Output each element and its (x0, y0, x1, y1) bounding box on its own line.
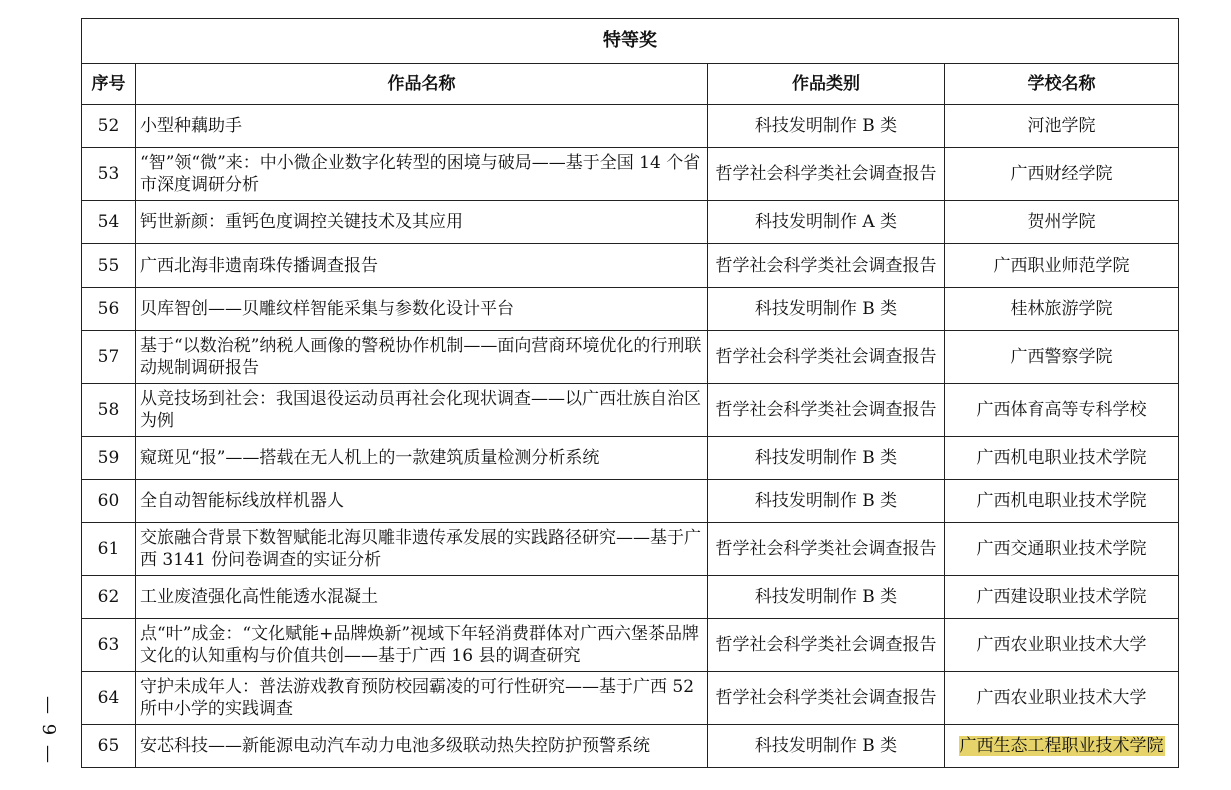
row-category: 科技发明制作 B 类 (708, 437, 945, 480)
award-table (81, 18, 1179, 768)
row-school: 广西农业职业技术大学 (945, 672, 1179, 725)
row-school: 贺州学院 (945, 201, 1179, 244)
row-name: 工业废渣强化高性能透水混凝土 (136, 576, 708, 619)
row-school: 桂林旅游学院 (945, 288, 1179, 331)
row-num: 53 (82, 148, 136, 201)
row-name: “智”领“微”来：中小微企业数字化转型的困境与破局——基于全国 14 个省市深度调研分析 (136, 148, 708, 201)
row-num: 59 (82, 437, 136, 480)
table-row (82, 619, 1179, 672)
row-num: 61 (82, 523, 136, 576)
table-row (82, 384, 1179, 437)
header-num: 序号 (82, 64, 136, 105)
row-category: 科技发明制作 B 类 (708, 576, 945, 619)
row-category: 哲学社会科学类社会调查报告 (708, 672, 945, 725)
table-row (82, 725, 1179, 768)
row-category: 科技发明制作 B 类 (708, 105, 945, 148)
row-name: 钙世新颜：重钙色度调控关键技术及其应用 (136, 201, 708, 244)
header-school: 学校名称 (945, 64, 1179, 105)
row-name: 全自动智能标线放样机器人 (136, 480, 708, 523)
row-num: 63 (82, 619, 136, 672)
row-school: 广西建设职业技术学院 (945, 576, 1179, 619)
row-num: 55 (82, 244, 136, 288)
row-name: 贝库智创——贝雕纹样智能采集与参数化设计平台 (136, 288, 708, 331)
row-name: 从竞技场到社会：我国退役运动员再社会化现状调查——以广西壮族自治区为例 (136, 384, 708, 437)
row-name: 小型种藕助手 (136, 105, 708, 148)
row-school: 广西机电职业技术学院 (945, 480, 1179, 523)
row-num: 56 (82, 288, 136, 331)
row-name: 守护未成年人：普法游戏教育预防校园霸凌的可行性研究——基于广西 52 所中小学的实践调查 (136, 672, 708, 725)
row-school: 广西财经学院 (945, 148, 1179, 201)
page-number-text: — 9 — (37, 695, 59, 765)
row-name: 窥斑见“报”——搭载在无人机上的一款建筑质量检测分析系统 (136, 437, 708, 480)
table-row (82, 523, 1179, 576)
page-number (28, 685, 68, 775)
table-title-row (82, 19, 1179, 64)
table-row (82, 437, 1179, 480)
row-school: 广西体育高等专科学校 (945, 384, 1179, 437)
row-category: 科技发明制作 B 类 (708, 288, 945, 331)
row-school: 广西农业职业技术大学 (945, 619, 1179, 672)
row-school: 河池学院 (945, 105, 1179, 148)
table-row (82, 148, 1179, 201)
row-name: 点“叶”成金：“文化赋能+品牌焕新”视域下年轻消费群体对广西六堡茶品牌文化的认知重构与价值共创——基于广西 16 县的调查研究 (136, 619, 708, 672)
row-category: 哲学社会科学类社会调查报告 (708, 148, 945, 201)
table-row (82, 672, 1179, 725)
row-category: 哲学社会科学类社会调查报告 (708, 523, 945, 576)
row-name: 安芯科技——新能源电动汽车动力电池多级联动热失控防护预警系统 (136, 725, 708, 768)
row-num: 52 (82, 105, 136, 148)
table-row (82, 288, 1179, 331)
row-name: 基于“以数治税”纳税人画像的警税协作机制——面向营商环境优化的行刑联动规制调研报告 (136, 331, 708, 384)
row-num: 60 (82, 480, 136, 523)
table-title: 特等奖 (82, 19, 1179, 64)
row-category: 科技发明制作 A 类 (708, 201, 945, 244)
row-num: 54 (82, 201, 136, 244)
row-school: 广西职业师范学院 (945, 244, 1179, 288)
table-row (82, 480, 1179, 523)
row-school (945, 725, 1179, 768)
table-header-row (82, 64, 1179, 105)
row-school: 广西机电职业技术学院 (945, 437, 1179, 480)
row-category: 哲学社会科学类社会调查报告 (708, 244, 945, 288)
table-row (82, 331, 1179, 384)
header-category: 作品类别 (708, 64, 945, 105)
header-name: 作品名称 (136, 64, 708, 105)
table-row (82, 244, 1179, 288)
row-num: 64 (82, 672, 136, 725)
table-row (82, 576, 1179, 619)
row-category: 科技发明制作 B 类 (708, 725, 945, 768)
row-num: 58 (82, 384, 136, 437)
row-school: 广西交通职业技术学院 (945, 523, 1179, 576)
row-category: 哲学社会科学类社会调查报告 (708, 331, 945, 384)
row-name: 广西北海非遗南珠传播调查报告 (136, 244, 708, 288)
highlighted-school: 广西生态工程职业技术学院 (959, 736, 1164, 756)
row-num: 62 (82, 576, 136, 619)
row-category: 科技发明制作 B 类 (708, 480, 945, 523)
row-num: 65 (82, 725, 136, 768)
table-row (82, 105, 1179, 148)
table-row (82, 201, 1179, 244)
row-school: 广西警察学院 (945, 331, 1179, 384)
row-num: 57 (82, 331, 136, 384)
row-category: 哲学社会科学类社会调查报告 (708, 384, 945, 437)
row-name: 交旅融合背景下数智赋能北海贝雕非遗传承发展的实践路径研究——基于广西 3141 份问卷调查的实证分析 (136, 523, 708, 576)
row-category: 哲学社会科学类社会调查报告 (708, 619, 945, 672)
